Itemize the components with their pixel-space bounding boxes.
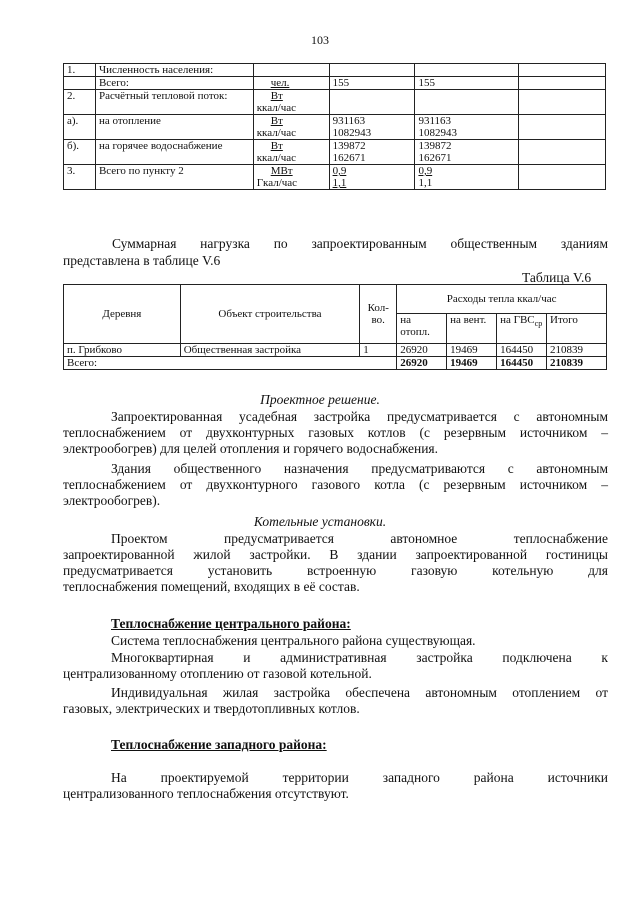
header-total: Итого: [547, 314, 607, 344]
intro-line-1: Суммарная нагрузка по запроектированным общественным зданиям: [112, 236, 608, 251]
row-unit: [253, 140, 329, 165]
table-row: [64, 90, 606, 115]
population-heat-table: [63, 63, 606, 190]
paragraph-6: Индивидуальная жилая застройка обеспечена автономным отоплением от газовых, электрических и твердотопливных котлов.: [63, 685, 608, 716]
row-value-1: [329, 90, 415, 115]
intro-line-2: представлена в таблице V.6: [63, 253, 221, 268]
row-name-line: Всего по пункту 2: [98, 165, 184, 177]
table-caption: Таблица V.6: [522, 270, 592, 285]
row-unit-line: чел.: [270, 77, 290, 89]
row-value-1-line: 139872: [332, 140, 366, 152]
row-value-2-line: 139872: [418, 140, 452, 152]
row-unit: [253, 77, 329, 90]
row-empty: [519, 90, 606, 115]
row-value-2-line: 931163: [418, 115, 452, 127]
sum-total: 210839: [547, 357, 607, 370]
row-unit-line: Вт: [270, 90, 283, 102]
table-row: [64, 64, 606, 77]
row-number-line: 2.: [67, 90, 76, 102]
row-number: [64, 115, 96, 140]
row-unit-line: ккал/час: [256, 152, 297, 164]
row-value-1: [329, 115, 415, 140]
row-value-1-line: 155: [332, 77, 350, 89]
paragraph-1: Запроектированная усадебная застройка предусматривается с автономным теплоснабжением от двухконтурных газовых котлов (с резервным источником – электрообогрев) для целей отопления и горячего водоснабжения.: [63, 409, 608, 456]
row-number-line: б).: [67, 140, 80, 152]
row-value-1: [329, 77, 415, 90]
row-value-1: [329, 140, 415, 165]
row-value-2: [415, 115, 519, 140]
paragraph-5: Многоквартирная и административная застройка подключена к централизованному отоплению от газовой котельной.: [63, 650, 608, 681]
header-gvs-text: на ГВС: [500, 314, 535, 326]
table-row: [64, 115, 606, 140]
row-number: [64, 165, 96, 190]
paragraph-4: Система теплоснабжения центрального района существующая.: [111, 633, 476, 648]
row-value-2: [415, 140, 519, 165]
row-number: [64, 140, 96, 165]
header-object: Объект строительства: [180, 285, 360, 344]
row-value-2-line: 1082943: [418, 127, 457, 139]
row-empty: [519, 115, 606, 140]
row-value-2: [415, 90, 519, 115]
row-value-2-line: 155: [418, 77, 435, 89]
row-value-2-line: 0,9: [418, 165, 433, 177]
row-unit-line: Вт: [270, 140, 283, 152]
sum-heating: 26920: [397, 357, 447, 370]
row-village: п. Грибково: [64, 344, 181, 357]
row-value-2-line: 1,1: [418, 177, 433, 189]
row-value-1-line: 1082943: [332, 127, 372, 139]
header-ventilation: на вент.: [447, 314, 497, 344]
header-village: Деревня: [64, 285, 181, 344]
row-unit-line: МВт: [270, 165, 293, 177]
header-gvs-subscript: ср: [534, 319, 543, 329]
row-name-line: Численность населения:: [98, 64, 214, 76]
paragraph-3: Проектом предусматривается автономное теплоснабжение запроектированной жилой застройки. В здании запроектированной гостиницы предусматривается установить встроенную газовую котельную для теплоснабжения помещений, входящих в её состав.: [63, 531, 608, 594]
row-value-1: [329, 165, 415, 190]
sum-ventilation: 19469: [447, 357, 497, 370]
header-heating: на отопл.: [397, 314, 447, 344]
row-empty: [519, 77, 606, 90]
row-value-2-line: 162671: [418, 152, 452, 164]
sum-label: Всего:: [64, 357, 397, 370]
row-value-2: [415, 77, 519, 90]
public-buildings-heat-table: [63, 284, 607, 370]
row-gvs: 164450: [497, 344, 547, 357]
row-name: [95, 90, 253, 115]
central-district-heading: Теплоснабжение центрального района:: [111, 616, 351, 631]
row-unit-line: ккал/час: [256, 102, 297, 114]
row-name: [95, 115, 253, 140]
boiler-heading: Котельные установки.: [253, 514, 387, 529]
row-name: [95, 64, 253, 77]
row-count: 1: [360, 344, 397, 357]
row-number: [64, 77, 96, 90]
header-gvs: [497, 314, 547, 344]
row-number: [64, 90, 96, 115]
row-name-line: на отопление: [98, 115, 161, 127]
row-number-line: 1.: [67, 64, 76, 76]
row-ventilation: 19469: [447, 344, 497, 357]
row-number: [64, 64, 96, 77]
row-unit: [253, 115, 329, 140]
row-unit: [253, 165, 329, 190]
row-heating: 26920: [397, 344, 447, 357]
row-value-1-line: 931163: [332, 115, 366, 127]
row-unit: [253, 64, 329, 77]
row-name: [95, 165, 253, 190]
row-unit-line: Вт: [270, 115, 283, 127]
row-number-line: 3.: [67, 165, 76, 177]
row-empty: [519, 64, 606, 77]
row-value-1-line: 162671: [332, 152, 366, 164]
row-total: 210839: [547, 344, 607, 357]
row-object: Общественная застройка: [180, 344, 360, 357]
row-name: [95, 77, 253, 90]
row-name: [95, 140, 253, 165]
sum-gvs: 164450: [497, 357, 547, 370]
row-unit-line: ккал/час: [256, 127, 297, 139]
row-empty: [519, 165, 606, 190]
west-district-heading: Теплоснабжение западного района:: [111, 737, 327, 752]
header-count: Кол-во.: [360, 285, 397, 344]
table-row: [64, 165, 606, 190]
row-value-1: [329, 64, 415, 77]
row-empty: [519, 140, 606, 165]
row-unit: [253, 90, 329, 115]
paragraph-2: Здания общественного назначения предусматриваются с автономным теплоснабжением от двухконтурного газового котла (с резервным источником – электрообогрев).: [63, 461, 608, 508]
row-name-line: на горячее водоснабжение: [98, 140, 223, 152]
project-solution-heading: Проектное решение.: [260, 392, 380, 407]
paragraph-7: На проектируемой территории западного района источники централизованного теплоснабжения отсутствуют.: [63, 770, 608, 801]
table-row: [64, 77, 606, 90]
row-value-1-line: 1,1: [332, 177, 347, 189]
row-unit-line: Гкал/час: [256, 177, 298, 189]
header-costs: Расходы тепла ккал/час: [397, 285, 607, 314]
row-value-2: [415, 64, 519, 77]
row-name-line: Расчётный тепловой поток:: [98, 90, 228, 102]
page-number: 103: [311, 33, 329, 47]
table-row: [64, 140, 606, 165]
row-number-line: а).: [67, 115, 79, 127]
row-value-1-line: 0,9: [332, 165, 347, 177]
row-value-2: [415, 165, 519, 190]
row-name-line: Всего:: [98, 77, 129, 89]
